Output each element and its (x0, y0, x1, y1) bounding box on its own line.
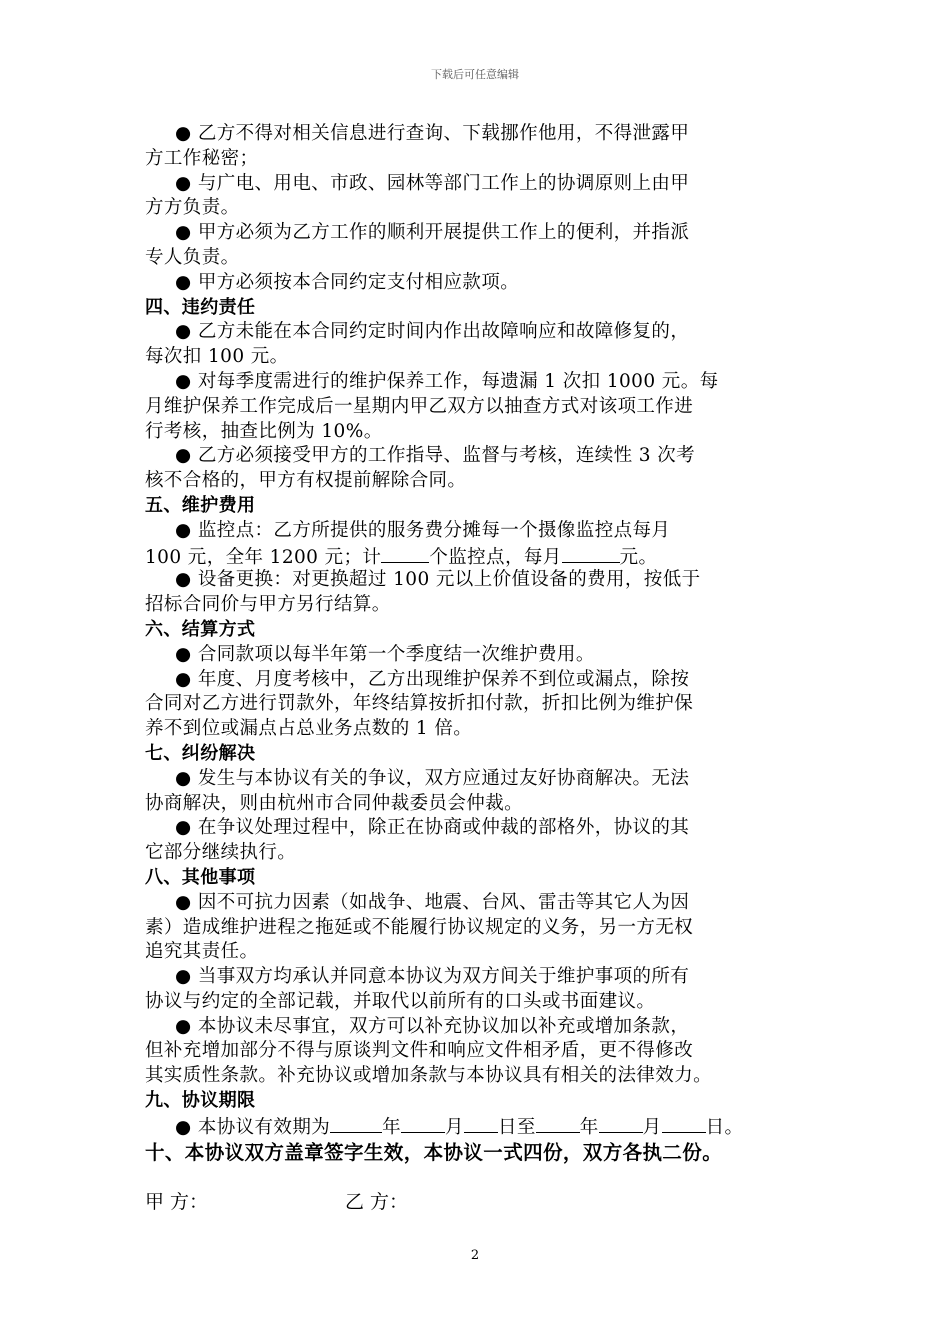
paragraph-line: 素）造成维护进程之拖延或不能履行协议规定的义务，另一方无权 (145, 916, 694, 938)
paragraph-line: ● 乙方不得对相关信息进行查询、下载挪作他用，不得泄露甲 (175, 123, 690, 144)
blank-line (401, 1114, 445, 1133)
text-segment: 日至 (497, 1116, 536, 1138)
paragraph-line: 每次扣 100 元。 (145, 346, 289, 368)
section-heading-4: 四、违约责任 (145, 296, 256, 318)
page-number: 2 (470, 1248, 480, 1263)
text-segment: 月 (642, 1116, 662, 1138)
paragraph-line: ● 设备更换：对更换超过 100 元以上价值设备的费用，按低于 (175, 569, 701, 591)
paragraph-line: 协议与约定的全部记载，并取代以前所有的口头或书面建议。 (145, 990, 656, 1012)
blank-line (599, 1114, 643, 1133)
text-segment: 月 (445, 1116, 464, 1138)
paragraph-line: ● 乙方必须接受甲方的工作指导、监督与考核，连续性 3 次考 (175, 445, 696, 467)
paragraph-line: 方方负责。 (145, 197, 240, 219)
paragraph-line: ● 对每季度需进行的维护保养工作，每遗漏 1 次扣 1000 元。每 (175, 370, 719, 392)
paragraph-line: 月维护保养工作完成后一星期内甲乙双方以抽查方式对该项工作进 (145, 395, 694, 417)
text-segment: ● 本协议有效期为 (175, 1116, 331, 1138)
paragraph-line: ● 在争议处理过程中，除正在协商或仲裁的部格外，协议的其 (175, 817, 690, 839)
text-segment: 年 (579, 1116, 599, 1138)
text-segment: 日。 (705, 1116, 744, 1138)
paragraph-line: ● 合同款项以每半年第一个季度结一次维护费用。 (175, 643, 595, 665)
blank-line (562, 544, 620, 563)
blank-line (464, 1114, 498, 1133)
section-heading-5: 五、维护费用 (145, 494, 256, 516)
party-a-label: 甲 方： (145, 1190, 209, 1213)
paragraph-line (145, 1114, 807, 1139)
paragraph-line: ● 本协议未尽事宜，双方可以补充协议加以补充或增加条款， (175, 1015, 690, 1037)
paragraph-line: ● 甲方必须为乙方工作的顺利开展提供工作上的便利，并指派 (175, 222, 690, 244)
paragraph-line: ● 年度、月度考核中，乙方出现维护保养不到位或漏点，除按 (175, 668, 690, 690)
section-heading-10: 十、本协议双方盖章签字生效，本协议一式四份，双方各执二份。 (145, 1140, 723, 1164)
text-segment: 年 (382, 1116, 402, 1138)
paragraph-line: 其实质性条款。补充协议或增加条款与本协议具有相关的法律效力。 (145, 1065, 713, 1087)
section-heading-7: 七、纠纷解决 (145, 742, 256, 764)
paragraph-line: ● 监控点：乙方所提供的服务费分摊每一个摄像监控点每月 (175, 519, 671, 541)
signature-block (145, 1187, 807, 1217)
paragraph-line: 方工作秘密； (145, 147, 259, 169)
text-segment: 元。 (619, 546, 658, 568)
paragraph-line: 它部分继续执行。 (145, 842, 297, 864)
paragraph-line: ● 因不可抗力因素（如战争、地震、台风、雷击等其它人为因 (175, 891, 690, 913)
paragraph-line: ● 甲方必须按本合同约定支付相应款项。 (175, 271, 520, 293)
paragraph-line: 核不合格的，甲方有权提前解除合同。 (145, 470, 467, 492)
paragraph-line: 行考核，抽查比例为 10%。 (145, 420, 383, 442)
section-heading-9: 九、协议期限 (145, 1090, 256, 1112)
paragraph-line: 合同对乙方进行罚款外，年终结算按折扣付款，折扣比例为维护保 (145, 693, 694, 715)
paragraph-line: ● 与广电、用电、市政、园林等部门工作上的协调原则上由甲 (175, 172, 690, 194)
contract-body (145, 122, 807, 1217)
paragraph-line: ● 乙方未能在本合同约定时间内作出故障响应和故障修复的， (175, 321, 690, 343)
paragraph-line: 但补充增加部分不得与原谈判文件和响应文件相矛盾，更不得修改 (145, 1040, 694, 1062)
paragraph-line: ● 当事双方均承认并同意本协议为双方间关于维护事项的所有 (175, 966, 690, 988)
paragraph-line: 养不到位或漏点占总业务点数的 1 倍。 (145, 718, 473, 740)
text-segment: 个监控点，每月 (429, 546, 562, 568)
header-note: 下载后可任意编辑 (431, 68, 519, 81)
blank-line (381, 544, 429, 563)
text-segment: 100 元，全年 1200 元；计 (145, 546, 382, 568)
paragraph-line: 协商解决，则由杭州市合同仲裁委员会仲裁。 (145, 792, 524, 814)
party-b-label: 乙 方： (345, 1190, 409, 1213)
paragraph-line: 招标合同价与甲方另行结算。 (145, 594, 391, 616)
section-heading-6: 六、结算方式 (145, 618, 256, 640)
paragraph-line: 追究其责任。 (145, 941, 259, 963)
paragraph-line: 专人负责。 (145, 246, 240, 268)
blank-line (662, 1114, 706, 1133)
blank-line (330, 1114, 382, 1133)
paragraph-line: ● 发生与本协议有关的争议，双方应通过友好协商解决。无法 (175, 767, 690, 789)
section-heading-8: 八、其他事项 (145, 866, 256, 888)
paragraph-line (145, 544, 807, 569)
blank-line (536, 1114, 580, 1133)
